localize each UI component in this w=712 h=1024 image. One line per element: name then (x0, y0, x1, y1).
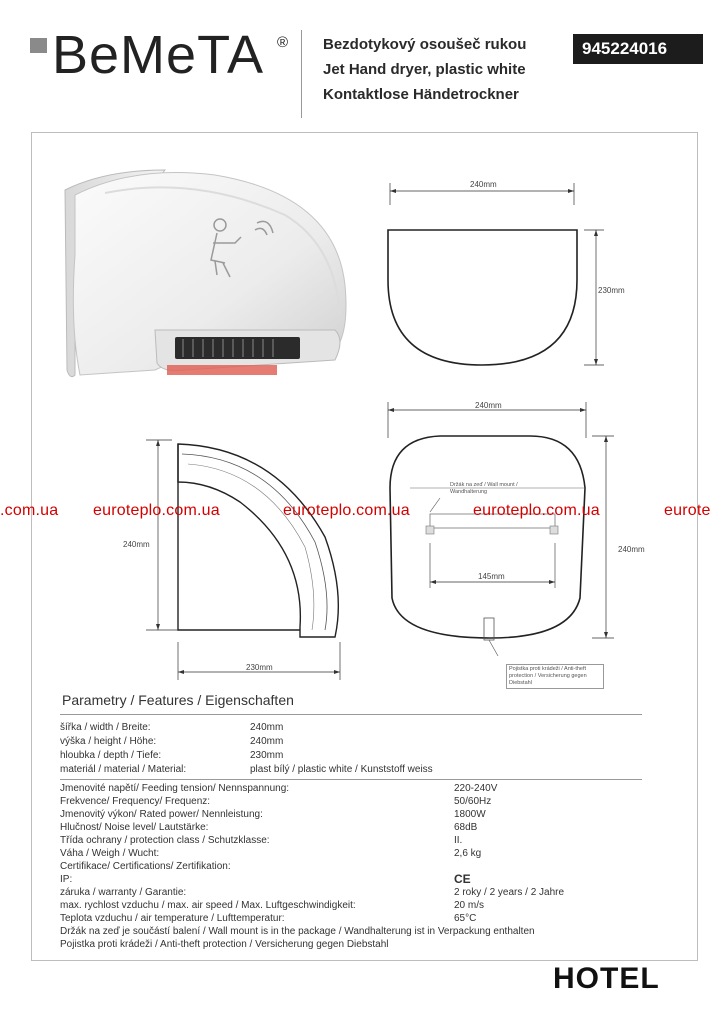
logo-square (30, 38, 47, 53)
dimension-label: hloubka / depth / Tiefe: (60, 750, 162, 761)
spec-row (60, 848, 642, 861)
spec-label: Jmenovité napětí/ Feeding tension/ Nennspannung: (60, 783, 290, 794)
side-depth-label: 230mm (246, 663, 273, 672)
spec-row (60, 887, 642, 900)
features-heading: Parametry / Features / Eigenschaften (62, 692, 294, 708)
spec-label: záruka / warranty / Garantie: (60, 887, 187, 898)
spec-label: Váha / Weigh / Wucht: (60, 848, 160, 859)
spec-row (60, 783, 642, 796)
spec-label: Držák na zeď je součástí balení / Wall mount is in the package / Wandhalterung ist in Verpackung enthalten (60, 926, 535, 937)
dimension-value: 230mm (250, 750, 284, 761)
features-divider (60, 779, 642, 780)
spec-label: Certifikace/ Certifications/ Zertifikation: (60, 861, 231, 872)
mount-spacing-label: 145mm (478, 572, 505, 581)
spec-label: IP: (60, 874, 73, 885)
side-view-drawing (140, 432, 350, 692)
spec-row (60, 939, 642, 952)
watermark-text: euroteplo.com.ua (473, 502, 600, 519)
registered-mark: ® (277, 34, 289, 51)
anti-theft-note: Pojistka proti krádeži / Anti-theft protection / Versicherung gegen Diebstahl (506, 664, 604, 689)
dimension-value: 240mm (250, 722, 284, 733)
spec-label: Jmenovitý výkon/ Rated power/ Nennleistung: (60, 809, 263, 820)
product-code: 945224016 (573, 34, 703, 64)
spec-value: 65°C (454, 913, 477, 924)
spec-value: 1800W (454, 809, 486, 820)
spec-row (60, 796, 642, 809)
spec-value: 2,6 kg (454, 848, 482, 859)
spec-row (60, 835, 642, 848)
spec-row (60, 913, 642, 926)
spec-value: 220-240V (454, 783, 498, 794)
title-english: Jet Hand dryer, plastic white (323, 61, 526, 78)
spec-label: Teplota vzduchu / air temperature / Lufttemperatur: (60, 913, 285, 924)
dimension-label: výška / height / Höhe: (60, 736, 157, 747)
back-width-label: 240mm (475, 401, 502, 410)
dimension-row (60, 736, 642, 749)
spec-row (60, 900, 642, 913)
spec-row (60, 822, 642, 835)
top-view-drawing (380, 175, 610, 375)
spec-label: Hlučnost/ Noise level/ Lautstärke: (60, 822, 209, 833)
spec-value: II. (454, 835, 463, 846)
top-width-label: 240mm (470, 180, 497, 189)
watermark-text: eurote (664, 502, 711, 519)
wall-mount-note: Držák na zeď / Wall mount / Wandhalterung (450, 482, 518, 495)
top-depth-label: 230mm (598, 286, 625, 295)
product-photo (45, 165, 365, 390)
spec-row (60, 874, 642, 887)
dimension-label: šířka / width / Breite: (60, 722, 151, 733)
ce-mark-icon: CE (454, 872, 471, 886)
brand-logo: BeMeTA (52, 25, 265, 85)
spec-row (60, 861, 642, 874)
dimension-row (60, 722, 642, 735)
watermark-text: euroteplo.com.ua (93, 502, 220, 519)
features-divider (60, 714, 642, 715)
spec-value: 2 roky / 2 years / 2 Jahre (454, 887, 565, 898)
spec-value: 50/60Hz (454, 796, 492, 807)
spec-row (60, 809, 642, 822)
category-label: HOTEL (553, 962, 660, 995)
spec-value: 68dB (454, 822, 478, 833)
watermark-text: euroteplo.com.ua (283, 502, 410, 519)
spec-label: Frekvence/ Frequency/ Frequenz: (60, 796, 211, 807)
title-german: Kontaktlose Händetrockner (323, 86, 519, 103)
back-view-drawing (380, 398, 620, 663)
dimension-label: materiál / material / Material: (60, 764, 187, 775)
title-czech: Bezdotykový osoušeč rukou (323, 36, 527, 53)
header-divider (301, 30, 302, 118)
dimension-row (60, 764, 642, 777)
spec-label: Pojistka proti krádeži / Anti-theft protection / Versicherung gegen Diebstahl (60, 939, 389, 950)
spec-value: 20 m/s (454, 900, 485, 911)
spec-label: max. rychlost vzduchu / max. air speed / Max. Luftgeschwindigkeit: (60, 900, 356, 911)
watermark-text: .com.ua (0, 502, 59, 519)
spec-row (60, 926, 642, 939)
spec-label: Třída ochrany / protection class / Schutzklasse: (60, 835, 270, 846)
back-height-label: 240mm (618, 545, 645, 554)
side-height-label: 240mm (123, 540, 150, 549)
dimension-value: plast bílý / plastic white / Kunststoff weiss (250, 764, 433, 775)
dimension-value: 240mm (250, 736, 284, 747)
dimension-row (60, 750, 642, 763)
